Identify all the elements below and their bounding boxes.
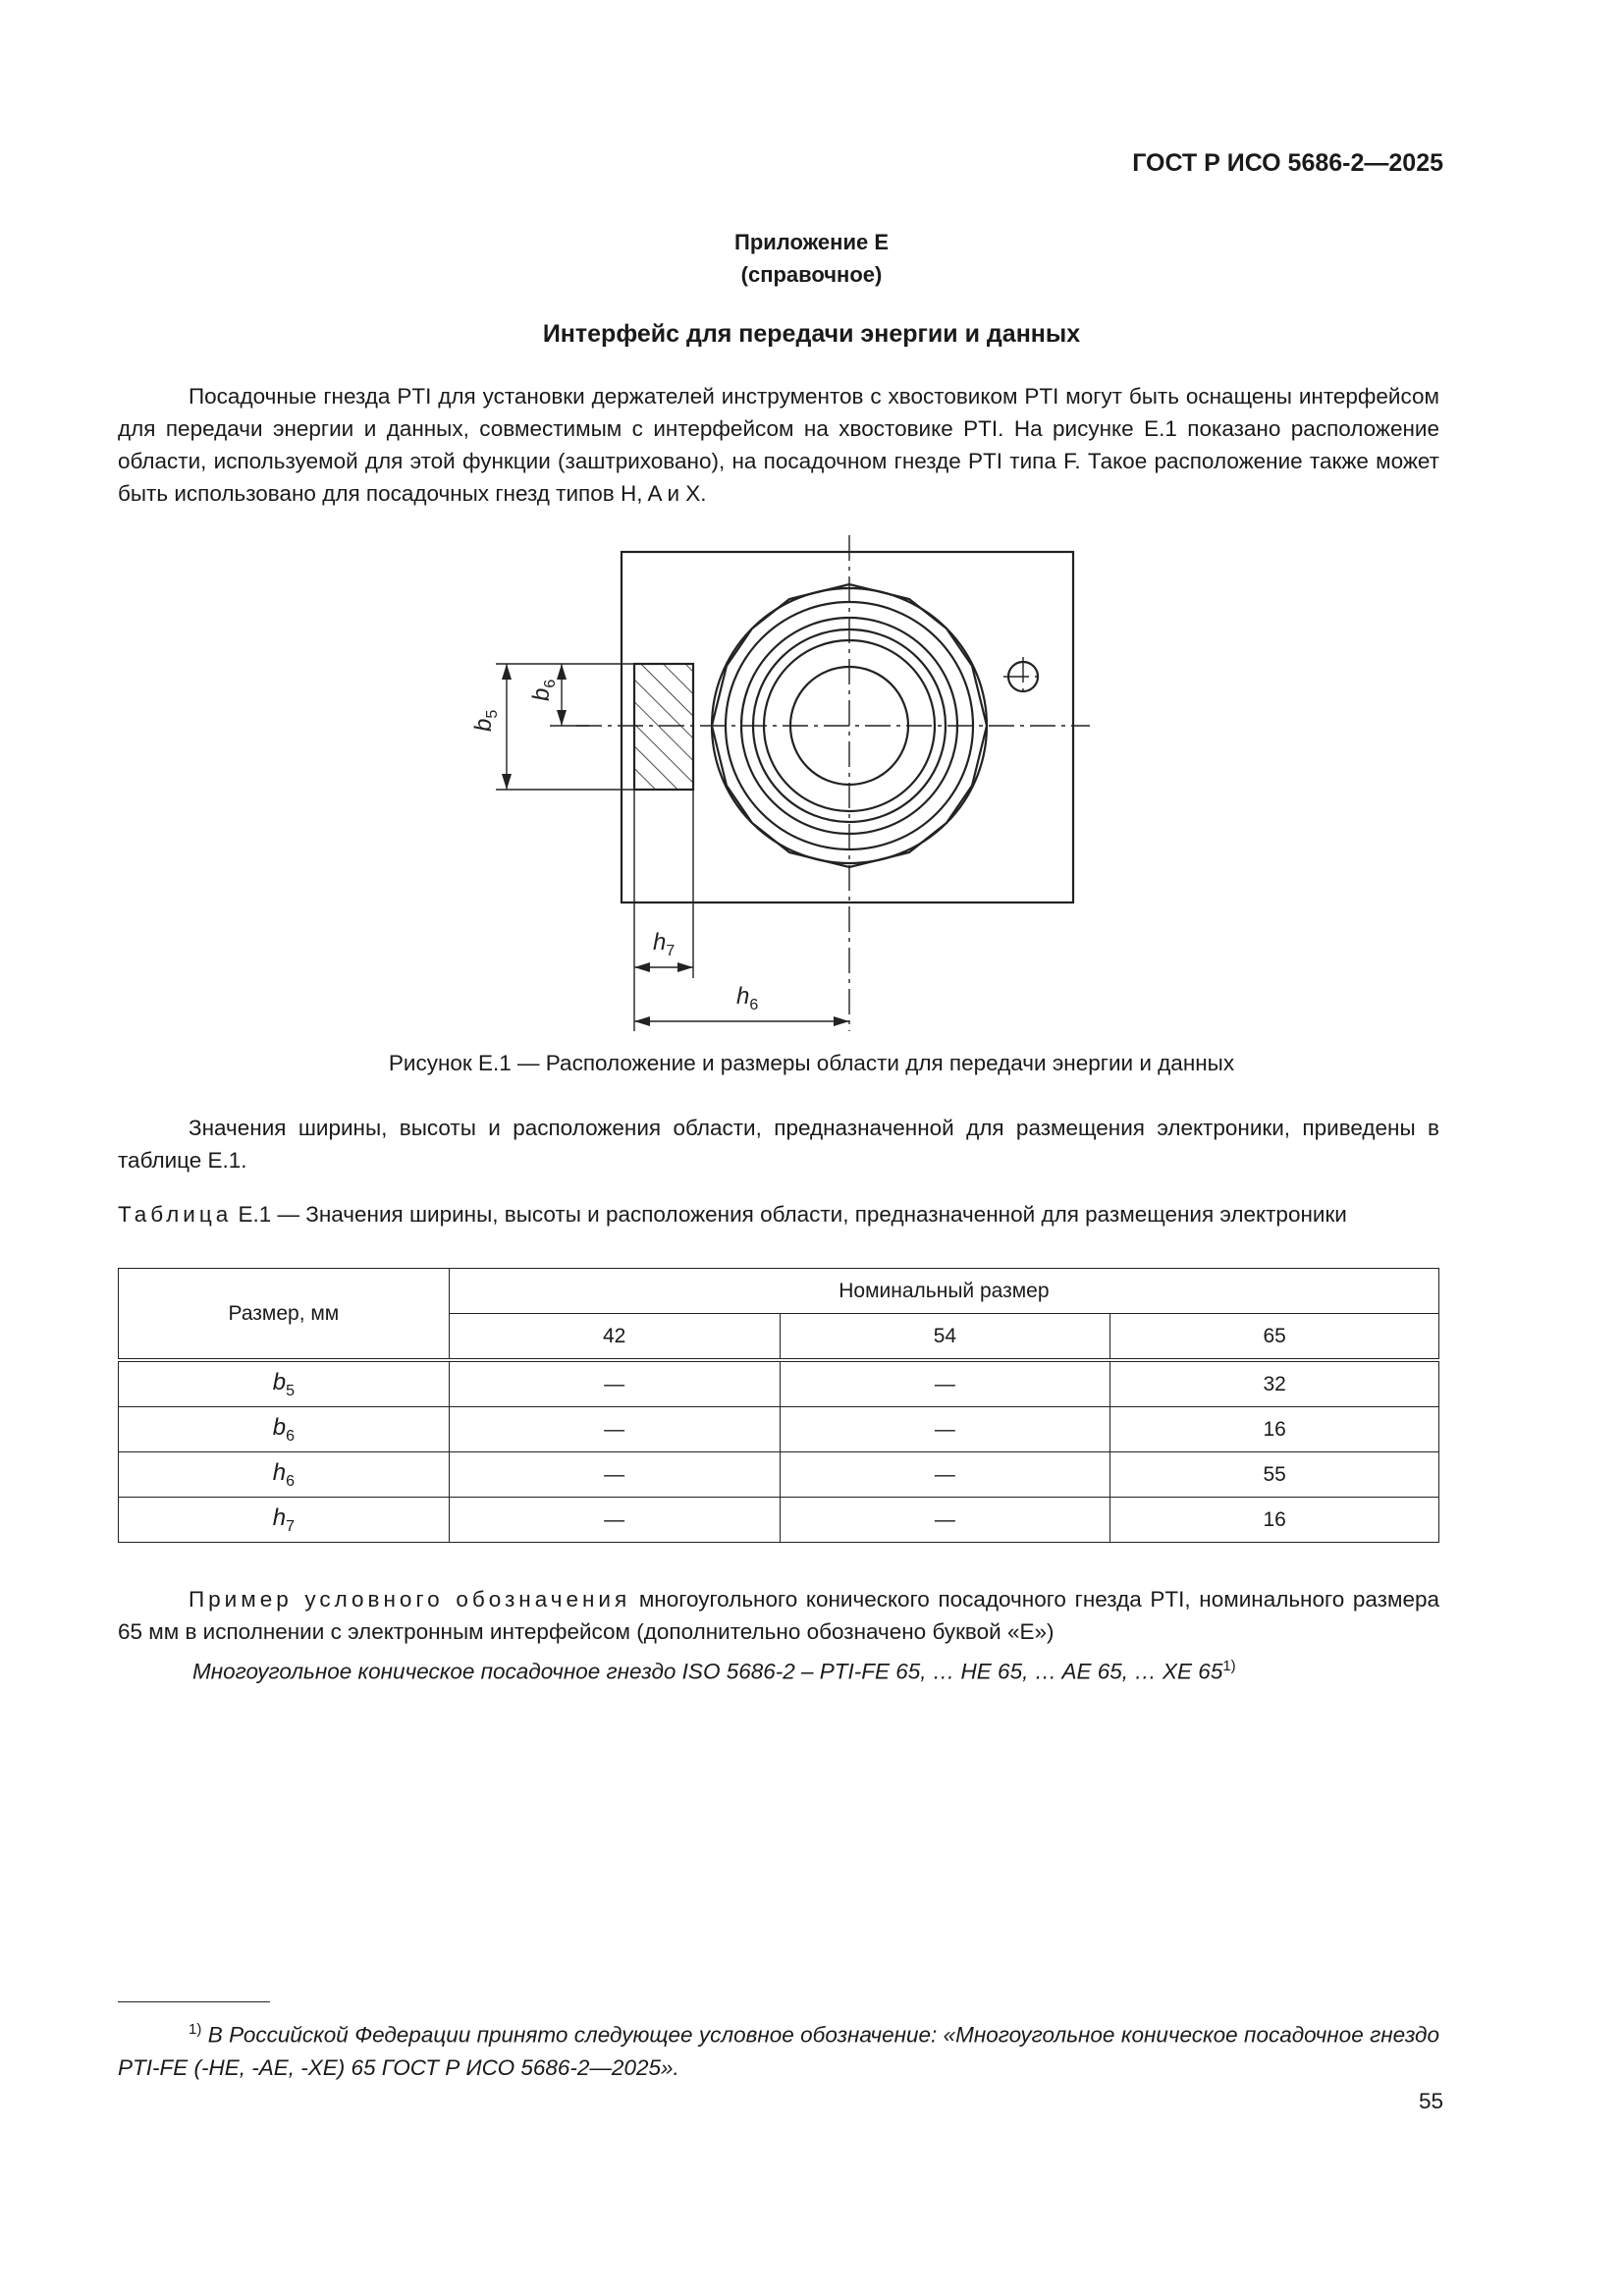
example-lead: Пример условного обозначения — [189, 1587, 631, 1612]
example-text: многоугольного конического посадочного гнезда PTI, номинального размера 65 мм в исполнении с электронным интерфейсом (дополнительно обозначено буквой «E») — [118, 1587, 1439, 1644]
footnote-ref: 1) — [1222, 1658, 1236, 1674]
table-caption — [118, 1198, 1439, 1230]
page-number: 55 — [1418, 2089, 1443, 2113]
dimensions-table — [118, 1268, 1439, 1543]
table-row: $b_5$ — — 32 — [119, 1360, 1439, 1407]
appendix-title: Приложение Е — [734, 230, 889, 254]
table-row: $h_6$ — — 55 — [119, 1452, 1439, 1498]
document-id: ГОСТ Р ИСО 5686-2—2025 — [1132, 149, 1443, 177]
intro-text: Посадочные гнезда PTI для установки держателей инструментов с хвостовиком PTI могут быть оснащены интерфейсом для передачи энергии и данных, совместимым с интерфейсом на хвостовике PTI. На рисунке Е.1 показано расположение области, используемой для этой функции (заштриховано), на посадочном гнезде PTI типа F. Такое расположение также может быть использовано для посадочных гнезд типов H, A и X. — [118, 384, 1439, 506]
intro-paragraph — [118, 380, 1439, 510]
appendix-heading — [0, 226, 1623, 291]
figure-e1-drawing — [461, 530, 1109, 1041]
table-caption-lead: Таблица — [118, 1202, 233, 1227]
footnote — [118, 2013, 1439, 2084]
footnote-text: В Российской Федерации принято следующее условное обозначение: «Многоугольное коническое посадочное гнездо PTI-FE (-HE, -AE, -XE) 65 ГОСТ Р ИСО 5686-2—2025». — [118, 2022, 1439, 2080]
footnote-divider — [118, 2001, 270, 2002]
appendix-type: (справочное) — [740, 262, 883, 287]
label-b5: $b_5$ — [470, 709, 501, 732]
table-row: $b_6$ — — 16 — [119, 1407, 1439, 1452]
header-nominal: Номинальный размер — [449, 1269, 1438, 1314]
designation-example: Многоугольное коническое посадочное гнездо ISO 5686-2 – PTI-FE 65, … HE 65, … AE 65, … XE 65$^{1)}$ — [192, 1658, 1236, 1684]
values-paragraph — [118, 1112, 1439, 1176]
example-paragraph — [118, 1583, 1439, 1648]
header-42: 42 — [449, 1314, 780, 1361]
header-65: 65 — [1110, 1314, 1439, 1361]
values-text: Значения ширины, высоты и расположения области, предназначенной для размещения электроники, приведены в таблице Е.1. — [118, 1116, 1439, 1173]
label-h6: $h_6$ — [736, 983, 759, 1013]
table-row: $h_7$ — — 16 — [119, 1498, 1439, 1543]
section-title: Интерфейс для передачи энергии и данных — [542, 320, 1081, 348]
label-b6: $b_6$ — [528, 679, 559, 701]
table-caption-text: Е.1 — Значения ширины, высоты и расположения области, предназначенной для размещения электроники — [232, 1202, 1347, 1227]
figure-caption: Рисунок Е.1 — Расположение и размеры области для передачи энергии и данных — [388, 1051, 1235, 1075]
header-54: 54 — [780, 1314, 1110, 1361]
footnote-marker: 1) — [189, 2021, 202, 2038]
electronics-area — [634, 664, 693, 790]
label-h7: $h_7$ — [653, 929, 676, 959]
header-size: Размер, мм — [119, 1269, 450, 1361]
